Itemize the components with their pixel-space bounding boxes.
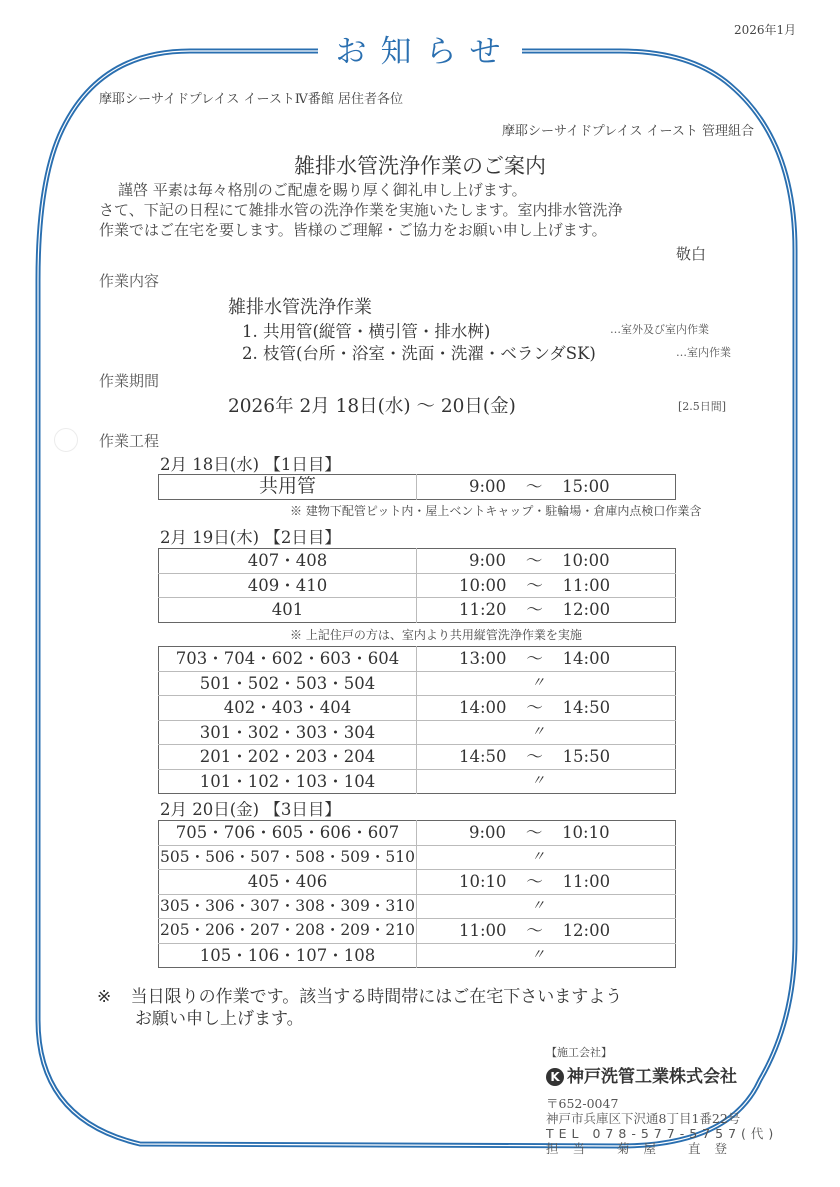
- addressee: 摩耶シーサイドプレイス イーストⅣ番館 居住者各位: [99, 92, 404, 107]
- start-time: 9:00: [469, 551, 507, 571]
- ditto-mark: 〃: [417, 845, 676, 870]
- postal-code: 〒652-0047: [546, 1096, 619, 1111]
- schedule-table-day2a: [158, 548, 676, 623]
- notice-heading: 雑排水管洗浄作業のご案内: [294, 154, 546, 178]
- time-cell: [417, 919, 676, 944]
- work-content-label: 作業内容: [99, 272, 160, 290]
- body-line: さて、下記の日程にて雑排水管の洗浄作業を実施いたします。室内排水管洗浄: [99, 201, 623, 219]
- table-row: [159, 894, 676, 919]
- table-row: [159, 943, 676, 968]
- ditto-mark: 〃: [417, 943, 676, 968]
- start-time: 9:00: [469, 823, 507, 843]
- units-cell: 205・206・207・208・209・210: [159, 919, 417, 944]
- work-content-title: 雑排水管洗浄作業: [228, 297, 372, 318]
- end-time: 15:50: [562, 747, 611, 767]
- ditto-mark: 〃: [417, 720, 676, 745]
- units-cell: 402・403・404: [159, 696, 417, 721]
- units-cell: 201・202・203・204: [159, 745, 417, 770]
- tilde: 〜: [525, 823, 543, 843]
- day1-note: ※ 建物下配管ピット内・屋上ベントキャップ・駐輪場・倉庫内点検口作業含: [290, 504, 702, 518]
- punch-hole-mark: [54, 428, 78, 452]
- tilde: 〜: [526, 872, 543, 892]
- contractor-label: 【施工会社】: [546, 1046, 612, 1059]
- tilde: 〜: [526, 698, 543, 718]
- work-item: 2. 枝管(台所・浴室・洗面・洗濯・ベランダSK): [242, 344, 596, 363]
- time-cell: [417, 696, 676, 721]
- table-row: [159, 475, 676, 500]
- work-item-note: …室外及び室内作業: [610, 323, 709, 336]
- day-heading: 2月 19日(木) 【2日目】: [160, 528, 341, 547]
- table-row: [159, 919, 676, 944]
- units-cell: 505・506・507・508・509・510: [159, 845, 417, 870]
- tilde: 〜: [525, 477, 543, 497]
- ditto-mark: 〃: [417, 671, 676, 696]
- time-cell: [417, 475, 676, 500]
- table-row: [159, 870, 676, 895]
- table-row: [159, 845, 676, 870]
- units-cell: 105・106・107・108: [159, 943, 417, 968]
- start-time: 11:00: [459, 921, 507, 941]
- work-period-label: 作業期間: [99, 372, 160, 390]
- table-row: [159, 549, 676, 574]
- tilde: 〜: [526, 600, 543, 620]
- time-cell: [417, 745, 676, 770]
- end-time: 14:00: [562, 649, 611, 669]
- units-cell: 共用管: [159, 475, 417, 500]
- table-row: [159, 671, 676, 696]
- end-time: 11:00: [562, 575, 611, 595]
- units-cell: 703・704・602・603・604: [159, 647, 417, 672]
- end-time: 14:50: [562, 698, 611, 718]
- schedule-table-day2b: [158, 646, 676, 794]
- table-row: [159, 745, 676, 770]
- day-heading: 2月 18日(水) 【1日目】: [160, 455, 341, 474]
- units-cell: 405・406: [159, 870, 417, 895]
- units-cell: 301・302・303・304: [159, 720, 417, 745]
- time-cell: [417, 870, 676, 895]
- units-cell: 407・408: [159, 549, 417, 574]
- tilde: 〜: [525, 551, 543, 571]
- title-banner: [318, 30, 520, 74]
- time-cell: [417, 573, 676, 598]
- units-cell: 705・706・605・606・607: [159, 821, 417, 846]
- contractor-name: [546, 1062, 737, 1087]
- table-row: [159, 598, 676, 623]
- time-cell: [417, 821, 676, 846]
- table-row: [159, 720, 676, 745]
- time-cell: [417, 598, 676, 623]
- start-time: 9:00: [469, 477, 507, 497]
- table-row: [159, 647, 676, 672]
- end-time: 10:10: [562, 823, 610, 843]
- final-note-line2: お願い申し上げます。: [135, 1009, 304, 1029]
- units-cell: 409・410: [159, 573, 417, 598]
- units-cell: 401: [159, 598, 417, 623]
- time-cell: [417, 647, 676, 672]
- schedule-label: 作業工程: [99, 432, 160, 450]
- schedule-table-day1: [158, 474, 676, 500]
- work-item: 1. 共用管(縦管・横引管・排水桝): [242, 322, 491, 341]
- final-note-line1: 当日限りの作業です。該当する時間帯にはご在宅下さいますよう: [130, 987, 623, 1007]
- end-time: 10:00: [562, 551, 610, 571]
- company-logo-icon: K: [546, 1068, 564, 1086]
- work-item-note: …室内作業: [676, 346, 731, 359]
- day-heading: 2月 20日(金) 【3日目】: [160, 800, 341, 819]
- table-row: [159, 769, 676, 794]
- start-time: 10:10: [459, 872, 507, 892]
- start-time: 14:50: [459, 747, 507, 767]
- end-time: 12:00: [562, 921, 611, 941]
- contact-person: 担当 菊屋 直登: [546, 1141, 741, 1156]
- final-note: [97, 986, 622, 1030]
- work-period-duration: [2.5日間]: [678, 400, 727, 413]
- tilde: 〜: [526, 747, 543, 767]
- table-row: [159, 573, 676, 598]
- end-time: 11:00: [562, 872, 611, 892]
- address: 神戸市兵庫区下沢通8丁目1番22号: [546, 1111, 741, 1126]
- day2-note: ※ 上記住戸の方は、室内より共用縦管洗浄作業を実施: [290, 628, 582, 642]
- start-time: 10:00: [459, 575, 507, 595]
- company-name: 神戸洗管工業株式会社: [567, 1067, 737, 1087]
- schedule-table-day3: [158, 820, 676, 968]
- work-period-value: 2026年 2月 18日(水) 〜 20日(金): [228, 396, 516, 417]
- table-row: [159, 821, 676, 846]
- start-time: 14:00: [459, 698, 507, 718]
- units-cell: 101・102・103・104: [159, 769, 417, 794]
- closing: 敬白: [676, 245, 707, 263]
- time-cell: [417, 549, 676, 574]
- units-cell: 305・306・307・308・309・310: [159, 894, 417, 919]
- table-row: [159, 696, 676, 721]
- tilde: 〜: [526, 921, 543, 941]
- issue-date: 2026年1月: [734, 23, 797, 37]
- reference-mark: ※: [97, 987, 112, 1007]
- units-cell: 501・502・503・504: [159, 671, 417, 696]
- start-time: 11:20: [459, 600, 507, 620]
- end-time: 15:00: [562, 477, 610, 497]
- tilde: 〜: [526, 649, 543, 669]
- body-line: 作業ではご在宅を要します。皆様のご理解・ご協力をお願い申し上げます。: [99, 221, 607, 239]
- greeting-line: 謹啓 平素は毎々格別のご配慮を賜り厚く御礼申し上げます。: [118, 181, 527, 199]
- end-time: 12:00: [562, 600, 611, 620]
- telephone: TEL 078-577-5757(代): [546, 1126, 779, 1141]
- start-time: 13:00: [459, 649, 507, 669]
- sender: 摩耶シーサイドプレイス イースト 管理組合: [502, 124, 755, 139]
- tilde: 〜: [526, 575, 543, 595]
- ditto-mark: 〃: [417, 769, 676, 794]
- page-title: お知らせ: [335, 34, 515, 70]
- ditto-mark: 〃: [417, 894, 676, 919]
